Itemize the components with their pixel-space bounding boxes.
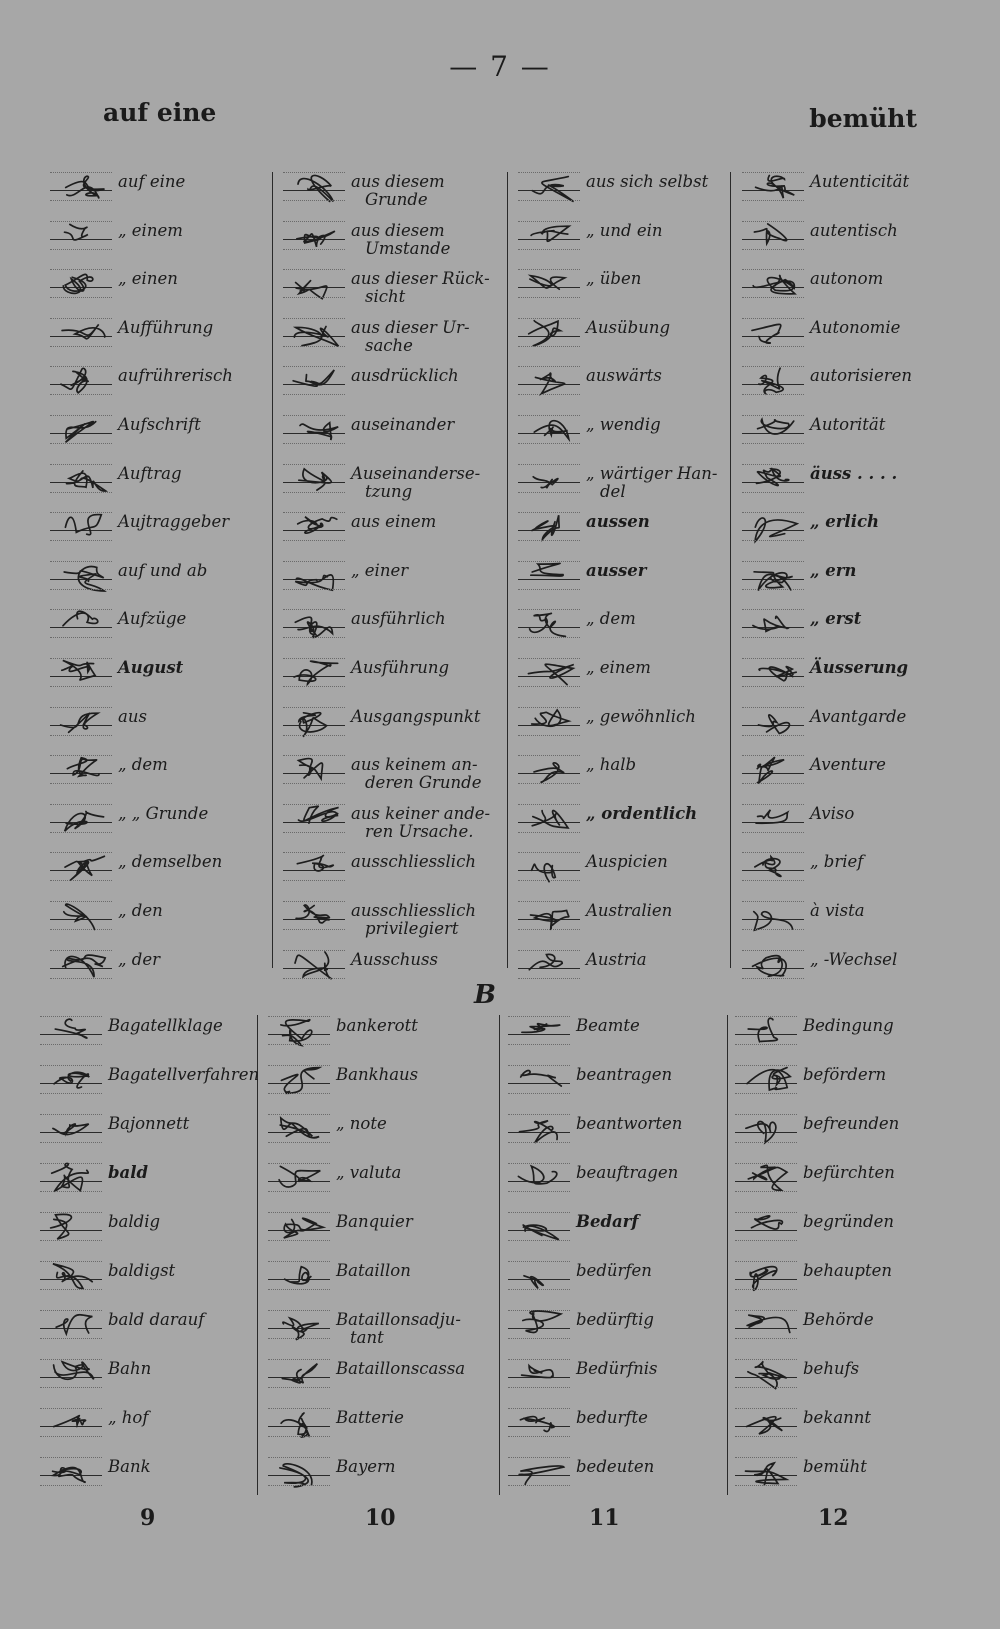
shorthand-symbol (50, 312, 112, 352)
shorthand-symbol (50, 458, 112, 498)
shorthand-symbol (40, 1451, 102, 1491)
entry-word: Bedingung (803, 1016, 894, 1035)
shorthand-symbol (508, 1402, 570, 1442)
shorthand-symbol (268, 1059, 330, 1099)
shorthand-symbol (518, 458, 580, 498)
entry-word: Bedarf (576, 1212, 639, 1231)
entry-word: „ dem (586, 609, 636, 629)
entry-word: autentisch (810, 220, 898, 240)
shorthand-symbol (735, 1059, 797, 1099)
entry-word: Aventure (810, 755, 886, 775)
shorthand-symbol (742, 895, 804, 935)
entry-word: aus keiner ande- ren Ursache. (351, 803, 491, 841)
entry-word: Bedürfnis (576, 1359, 658, 1378)
entry-word: Ausschuss (351, 949, 438, 969)
entry-word: ausführlich (351, 609, 446, 629)
entry-word: Auspicien (586, 852, 668, 872)
entry-word: „ note (336, 1114, 387, 1133)
entry-word: „ und ein (586, 220, 663, 240)
shorthand-symbol (508, 1255, 570, 1295)
shorthand-symbol (283, 312, 345, 352)
entry-word: befördern (803, 1065, 887, 1084)
entry-word: Ausübung (586, 317, 671, 337)
shorthand-symbol (508, 1206, 570, 1246)
shorthand-symbol (518, 166, 580, 206)
shorthand-symbol (508, 1108, 570, 1148)
entry-word: Austria (586, 949, 647, 969)
entry-word: ausschliesslich (351, 852, 476, 872)
entry-word: Bataillon (336, 1261, 411, 1280)
entry-word: Aufschrift (118, 415, 201, 434)
shorthand-symbol (268, 1206, 330, 1246)
shorthand-symbol (742, 603, 804, 643)
shorthand-symbol (40, 1304, 102, 1344)
column-number: 9 (140, 1505, 156, 1531)
shorthand-symbol (742, 166, 804, 206)
entry-word: aussen (586, 512, 650, 532)
entry-word: befürchten (803, 1163, 895, 1182)
entry-word: Autorität (810, 415, 886, 434)
entry-word: „ hof (108, 1408, 149, 1427)
entry-word: „ -Wechsel (810, 949, 898, 969)
entry-word: auf und ab (118, 560, 208, 580)
shorthand-symbol (742, 409, 804, 449)
entry-word: Autenticität (810, 172, 910, 191)
entry-word: begründen (803, 1212, 894, 1231)
shorthand-symbol (50, 749, 112, 789)
entry-word: „ einem (118, 220, 183, 240)
shorthand-symbol (283, 944, 345, 984)
shorthand-symbol (518, 506, 580, 546)
shorthand-symbol (735, 1304, 797, 1344)
entry-word: Banquier (336, 1212, 413, 1231)
shorthand-symbol (735, 1353, 797, 1393)
shorthand-symbol (518, 603, 580, 643)
shorthand-symbol (268, 1353, 330, 1393)
entry-word: bald (108, 1163, 149, 1182)
shorthand-symbol (283, 895, 345, 935)
shorthand-symbol (283, 603, 345, 643)
entry-word: „ dem (118, 755, 168, 775)
entry-word: Beamte (576, 1016, 640, 1035)
entry-word: aus keinem an- deren Grunde (351, 755, 482, 793)
shorthand-symbol (742, 652, 804, 692)
entry-word: beantworten (576, 1114, 683, 1133)
entry-word: bedeuten (576, 1457, 655, 1476)
shorthand-symbol (742, 846, 804, 886)
entry-word: Aufzüge (118, 609, 187, 629)
shorthand-symbol (742, 798, 804, 838)
shorthand-symbol (518, 944, 580, 984)
entry-word: Auftrag (118, 463, 182, 483)
entry-word: auf eine (118, 172, 186, 191)
shorthand-symbol (518, 555, 580, 595)
shorthand-symbol (268, 1402, 330, 1442)
shorthand-symbol (735, 1108, 797, 1148)
entry-word: Batterie (336, 1408, 404, 1427)
entry-word: „ valuta (336, 1163, 402, 1182)
entry-word: ausser (586, 560, 647, 580)
entry-word: „ ordentlich (586, 803, 698, 823)
entry-word: aus (118, 706, 147, 726)
shorthand-symbol (40, 1402, 102, 1442)
shorthand-symbol (283, 360, 345, 400)
entry-word: „ einen (118, 269, 178, 289)
entry-word: „ halb (586, 755, 637, 775)
entry-word: Bataillonscassa (336, 1359, 466, 1378)
entry-word: bedürftig (576, 1310, 654, 1329)
shorthand-symbol (283, 166, 345, 206)
entry-word: Bajonnett (108, 1114, 190, 1133)
shorthand-symbol (735, 1402, 797, 1442)
shorthand-symbol (742, 360, 804, 400)
entry-word: „ wärtiger Han- del (586, 463, 718, 501)
entry-word: auswärts (586, 366, 662, 386)
shorthand-symbol (508, 1451, 570, 1491)
shorthand-symbol (50, 798, 112, 838)
shorthand-symbol (518, 360, 580, 400)
entry-word: auseinander (351, 415, 455, 434)
shorthand-symbol (50, 603, 112, 643)
shorthand-symbol (283, 701, 345, 741)
entry-word: „ „ Grunde (118, 803, 209, 823)
shorthand-symbol (50, 215, 112, 255)
shorthand-symbol (50, 555, 112, 595)
entry-word: Ausgangspunkt (351, 706, 481, 726)
shorthand-symbol (518, 409, 580, 449)
shorthand-symbol (518, 215, 580, 255)
entry-word: „ einem (586, 658, 651, 677)
shorthand-symbol (518, 652, 580, 692)
entry-word: Australien (586, 901, 673, 920)
entry-word: Bankhaus (336, 1065, 419, 1084)
shorthand-symbol (518, 312, 580, 352)
entry-word: „ der (118, 949, 161, 969)
entry-word: bemüht (803, 1457, 867, 1476)
entry-word: Avantgarde (810, 706, 907, 726)
entry-word: aus dieser Ur- sache (351, 317, 470, 355)
shorthand-symbol (50, 846, 112, 886)
shorthand-symbol (508, 1157, 570, 1197)
entry-word: bekannt (803, 1408, 872, 1427)
shorthand-symbol (742, 701, 804, 741)
shorthand-symbol (283, 458, 345, 498)
shorthand-symbol (268, 1451, 330, 1491)
entry-word: autonom (810, 269, 884, 289)
shorthand-symbol (518, 798, 580, 838)
entry-word: „ üben (586, 269, 642, 289)
shorthand-symbol (50, 701, 112, 741)
entry-word: Bahn (108, 1359, 152, 1378)
entry-word: behufs (803, 1359, 860, 1378)
entry-word: Aufführung (118, 317, 214, 337)
shorthand-symbol (40, 1353, 102, 1393)
shorthand-symbol (40, 1059, 102, 1099)
entry-word: Auseinanderse- tzung (351, 463, 481, 501)
shorthand-symbol (735, 1206, 797, 1246)
shorthand-symbol (508, 1059, 570, 1099)
entry-word: Bagatellklage (108, 1016, 223, 1035)
shorthand-symbol (50, 944, 112, 984)
entry-word: aufrührerisch (118, 366, 233, 386)
header-left-catchword: auf eine (103, 98, 217, 127)
entry-word: baldig (108, 1212, 161, 1231)
shorthand-symbol (268, 1304, 330, 1344)
shorthand-symbol (742, 215, 804, 255)
entry-word: aus dieser Rück- sicht (351, 269, 490, 307)
shorthand-symbol (40, 1010, 102, 1050)
entry-word: Aviso (810, 803, 855, 823)
entry-word: August (118, 658, 184, 677)
shorthand-symbol (50, 360, 112, 400)
entry-word: à vista (810, 901, 865, 920)
entry-word: ausschliesslich privilegiert (351, 901, 476, 938)
shorthand-symbol (283, 798, 345, 838)
shorthand-symbol (268, 1010, 330, 1050)
entry-word: Behörde (803, 1310, 874, 1329)
shorthand-symbol (283, 846, 345, 886)
column-number: 12 (818, 1505, 849, 1531)
entry-word: „ einer (351, 560, 409, 580)
entry-word: bedürfen (576, 1261, 652, 1280)
shorthand-symbol (40, 1108, 102, 1148)
entry-word: baldigst (108, 1261, 176, 1280)
shorthand-symbol (508, 1304, 570, 1344)
entry-word: „ gewöhnlich (586, 706, 696, 726)
entry-word: behaupten (803, 1261, 893, 1280)
entry-word: aus diesem Grunde (351, 172, 445, 209)
entry-word: „ brief (810, 852, 864, 872)
shorthand-symbol (283, 652, 345, 692)
shorthand-symbol (50, 263, 112, 303)
shorthand-symbol (742, 749, 804, 789)
shorthand-symbol (283, 215, 345, 255)
entry-word: „ demselben (118, 852, 223, 872)
shorthand-symbol (50, 506, 112, 546)
entry-word: autorisieren (810, 366, 912, 386)
entry-word: aus einem (351, 512, 437, 532)
shorthand-symbol (50, 166, 112, 206)
shorthand-symbol (735, 1451, 797, 1491)
shorthand-symbol (40, 1255, 102, 1295)
shorthand-symbol (508, 1353, 570, 1393)
entry-word: Bayern (336, 1457, 396, 1476)
entry-word: „ wendig (586, 415, 661, 434)
entry-word: Bank (108, 1457, 151, 1476)
shorthand-symbol (283, 409, 345, 449)
shorthand-symbol (268, 1157, 330, 1197)
column-number: 11 (589, 1505, 620, 1531)
shorthand-symbol (742, 263, 804, 303)
shorthand-symbol (50, 409, 112, 449)
shorthand-symbol (50, 895, 112, 935)
entry-word: bedurfte (576, 1408, 648, 1427)
header-right-catchword: bemüht (809, 104, 917, 133)
page-number: — 7 — (449, 50, 551, 83)
entry-word: Aujtraggeber (118, 512, 230, 532)
shorthand-symbol (283, 749, 345, 789)
shorthand-symbol (283, 263, 345, 303)
shorthand-symbol (742, 555, 804, 595)
entry-word: Äusserung (810, 658, 909, 677)
shorthand-symbol (735, 1157, 797, 1197)
entry-word: ausdrücklich (351, 366, 459, 386)
shorthand-symbol (268, 1108, 330, 1148)
shorthand-symbol (40, 1157, 102, 1197)
shorthand-symbol (735, 1255, 797, 1295)
shorthand-symbol (742, 944, 804, 984)
shorthand-symbol (735, 1010, 797, 1050)
shorthand-symbol (40, 1206, 102, 1246)
entry-word: aus sich selbst (586, 172, 709, 191)
entry-word: beauftragen (576, 1163, 679, 1182)
entry-word: „ ern (810, 560, 857, 580)
entry-word: bankerott (336, 1016, 418, 1035)
column-number: 10 (365, 1505, 396, 1531)
section-letter: B (474, 980, 496, 1010)
shorthand-symbol (518, 263, 580, 303)
shorthand-symbol (518, 895, 580, 935)
shorthand-symbol (508, 1010, 570, 1050)
shorthand-symbol (50, 652, 112, 692)
entry-word: aus diesem Umstande (351, 220, 451, 258)
shorthand-symbol (283, 506, 345, 546)
shorthand-symbol (268, 1255, 330, 1295)
shorthand-symbol (518, 846, 580, 886)
shorthand-symbol (518, 749, 580, 789)
entry-word: „ den (118, 901, 163, 920)
shorthand-symbol (518, 701, 580, 741)
entry-word: „ erst (810, 609, 862, 629)
shorthand-symbol (742, 312, 804, 352)
entry-word: befreunden (803, 1114, 900, 1133)
entry-word: „ erlich (810, 512, 880, 532)
shorthand-symbol (742, 458, 804, 498)
shorthand-symbol (283, 555, 345, 595)
entry-word: Ausführung (351, 658, 450, 677)
entry-word: äuss . . . . (810, 463, 898, 483)
entry-word: Bagatellverfahren (108, 1065, 260, 1084)
entry-word: bald darauf (108, 1310, 205, 1329)
entry-word: Bataillonsadju- tant (336, 1310, 462, 1347)
entry-word: beantragen (576, 1065, 673, 1084)
entry-word: Autonomie (810, 317, 901, 337)
shorthand-symbol (742, 506, 804, 546)
